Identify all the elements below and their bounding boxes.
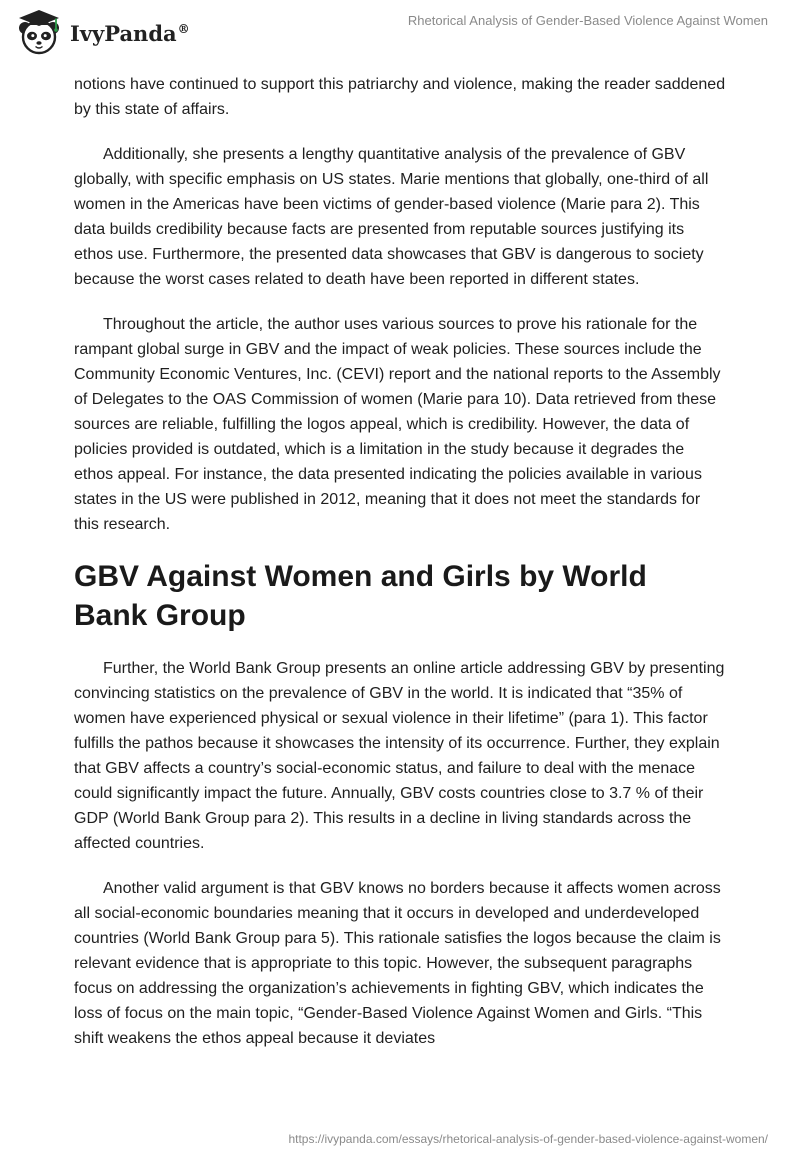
essay-content [74,72,726,1071]
paragraph: Throughout the article, the author uses various sources to prove his rationale for the rampant global surge in GBV and the impact of weak policies. These sources include the Community Economic Ventures, Inc. (CEVI) report and the national reports to the Assembly of Delegates to the OAS Commission of women (Marie para 10). Data retrieved from these sources are reliable, fulfilling the logos appeal, which is credibility. However, the data of policies provided is outdated, which is a limitation in the study because it degrades the ethos appeal. For instance, the data presented indicating the policies available in various states in the US were published in 2012, meaning that it does not meet the standards for this research. [74,316,721,533]
panda-graduate-icon [14,8,64,58]
section-heading: GBV Against Women and Girls by World Bank Group [74,560,647,632]
brand-logo[interactable] [14,8,190,58]
paragraph: notions have continued to support this patriarchy and violence, making the reader saddened by this state of affairs. [74,76,726,118]
document-title: Rhetorical Analysis of Gender-Based Violence Against Women [407,13,768,28]
brand-name: IvyPanda® [70,20,190,46]
source-url[interactable]: https://ivypanda.com/essays/rhetorical-analysis-of-gender-based-violence-against-women/ [288,1132,768,1146]
paragraph: Another valid argument is that GBV knows no borders because it affects women across all social-economic boundaries meaning that it occurs in developed and underdeveloped countries (World Bank Group para 5). This rationale satisfies the logos because the claim is relevant evidence that is appropriate to this topic. However, the subsequent paragraphs focus on addressing the organization’s achievements in fighting GBV, which indicates the loss of focus on the main topic, “Gender-Based Violence Against Women and Girls. “This shift weakens the ethos appeal because it deviates [74,880,721,1047]
registered-mark: ® [177,21,190,36]
paragraph: Additionally, she presents a lengthy quantitative analysis of the prevalence of GBV globally, with specific emphasis on US states. Marie mentions that globally, one-third of all women in the Americas have been victims of gender-based violence (Marie para 2). This data builds credibility because facts are presented from reputable sources justifying its ethos use. Furthermore, the presented data showcases that GBV is dangerous to society because the worst cases related to death have been reported in different states. [74,146,709,288]
page-header [0,0,800,64]
paragraph: Further, the World Bank Group presents an online article addressing GBV by presenting convincing statistics on the prevalence of GBV in the world. It is indicated that “35% of women have experienced physical or sexual violence in their lifetime” (para 1). This factor fulfills the pathos because it showcases the intensity of its occurrence. Further, they explain that GBV affects a country’s social-economic status, and failure to deal with the menace could significantly impact the future. Annually, GBV costs countries close to 3.7 % of their GDP (World Bank Group para 2). This results in a decline in living standards across the affected countries. [74,660,725,852]
